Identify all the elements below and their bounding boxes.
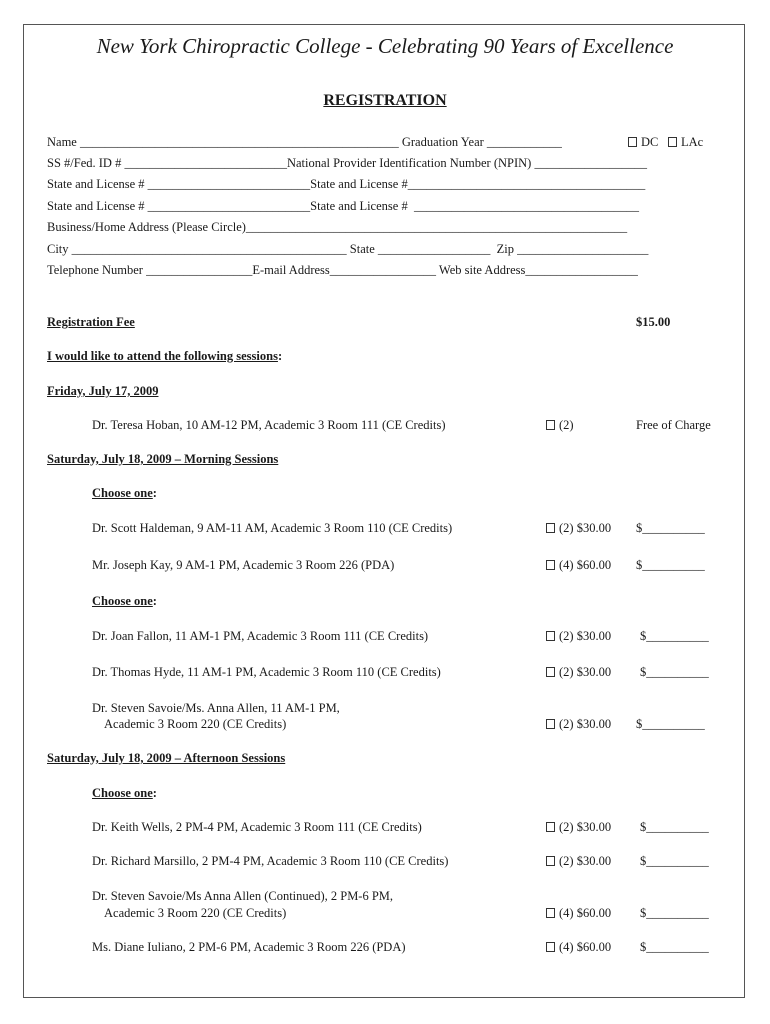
amount-blank[interactable]: $__________ [636, 558, 705, 572]
session-fallon-checkbox[interactable] [546, 629, 611, 644]
amount-blank[interactable]: $__________ [640, 940, 709, 954]
college-title: New York Chiropractic College - Celebrating 90 Years of Excellence [96, 34, 674, 58]
dc-checkbox[interactable] [628, 135, 658, 150]
credits: (2) $30.00 [559, 854, 612, 868]
session-hoban-checkbox[interactable] [546, 418, 574, 433]
session-fallon: Dr. Joan Fallon, 11 AM-1 PM, Academic 3 Room 111 (CE Credits) [92, 629, 429, 643]
session-wells: Dr. Keith Wells, 2 PM-4 PM, Academic 3 Room 111 (CE Credits) [92, 820, 422, 834]
session-savoie-allen-continued: Dr. Steven Savoie/Ms Anna Allen (Continued), 2 PM-6 PM, [92, 889, 394, 903]
session-hyde: Dr. Thomas Hyde, 11 AM-1 PM, Academic 3 Room 110 (CE Credits) [92, 665, 441, 679]
registration-fee-label: Registration Fee [47, 315, 135, 329]
checkbox-icon[interactable] [546, 942, 555, 952]
choose-one-text: Choose one [92, 486, 153, 500]
lac-checkbox[interactable] [668, 135, 703, 150]
session-kay: Mr. Joseph Kay, 9 AM-1 PM, Academic 3 Room 226 (PDA) [92, 558, 395, 572]
ss-field[interactable]: SS #/Fed. ID # __________________________National Provider Identification Number (NPIN) __________________ [47, 156, 647, 170]
checkbox-icon[interactable] [546, 523, 555, 533]
amount-blank[interactable]: $__________ [640, 665, 709, 679]
address-field[interactable]: Business/Home Address (Please Circle)_____________________________________________________________ [47, 220, 628, 234]
saturday-morning-heading: Saturday, July 18, 2009 – Morning Sessions [47, 452, 279, 466]
amount-blank[interactable]: $__________ [640, 854, 709, 868]
amount-blank[interactable]: $__________ [640, 906, 709, 920]
colon: : [152, 594, 157, 608]
sessions-intro [47, 349, 282, 364]
lac-label: LAc [681, 135, 704, 149]
sessions-intro-text: I would like to attend the following sessions [47, 349, 278, 363]
session-savoie-allen-checkbox[interactable] [546, 717, 611, 732]
amount-blank[interactable]: $__________ [640, 820, 709, 834]
choose-one-1 [92, 486, 157, 501]
session-kay-checkbox[interactable] [546, 558, 611, 573]
colon: : [152, 786, 157, 800]
checkbox-icon[interactable] [546, 908, 555, 918]
sessions-intro-colon: : [277, 349, 283, 363]
checkbox-icon[interactable] [668, 137, 677, 147]
credits: (4) $60.00 [559, 906, 612, 920]
choose-one-text: Choose one [92, 786, 153, 800]
credits: (2) $30.00 [559, 629, 612, 643]
city-state-zip-field[interactable]: City ____________________________________________ State __________________ Zip _____________________ [47, 242, 649, 256]
form-title: REGISTRATION [323, 92, 447, 109]
credits: (2) $30.00 [559, 665, 612, 679]
session-savoie-allen-room: Academic 3 Room 220 (CE Credits) [104, 717, 287, 731]
checkbox-icon[interactable] [546, 856, 555, 866]
credits: (4) $60.00 [559, 940, 612, 954]
checkbox-icon[interactable] [546, 667, 555, 677]
session-savoie-allen: Dr. Steven Savoie/Ms. Anna Allen, 11 AM-1 PM, [92, 701, 340, 715]
state-license-field-1[interactable]: State and License # __________________________State and License #______________________________________ [47, 177, 646, 191]
choose-one-text: Choose one [92, 594, 153, 608]
session-savoie-allen-continued-room: Academic 3 Room 220 (CE Credits) [104, 906, 287, 920]
colon: : [152, 486, 157, 500]
session-savoie-allen-continued-checkbox[interactable] [546, 906, 611, 921]
amount-blank[interactable]: $__________ [636, 521, 705, 535]
credits: (2) $30.00 [559, 521, 612, 535]
session-iuliano: Ms. Diane Iuliano, 2 PM-6 PM, Academic 3 Room 226 (PDA) [92, 940, 406, 954]
dc-label: DC [641, 135, 659, 149]
session-wells-checkbox[interactable] [546, 820, 611, 835]
session-marsillo: Dr. Richard Marsillo, 2 PM-4 PM, Academic 3 Room 110 (CE Credits) [92, 854, 449, 868]
choose-one-2 [92, 594, 157, 609]
state-license-field-2[interactable]: State and License # __________________________State and License # ____________________________________ [47, 199, 639, 213]
credits: (2) [559, 418, 574, 432]
checkbox-icon[interactable] [546, 719, 555, 729]
checkbox-icon[interactable] [546, 631, 555, 641]
friday-heading: Friday, July 17, 2009 [47, 384, 159, 398]
registration-fee-amount: $15.00 [636, 315, 671, 329]
credits: (4) $60.00 [559, 558, 612, 572]
session-marsillo-checkbox[interactable] [546, 854, 611, 869]
checkbox-icon[interactable] [546, 822, 555, 832]
choose-one-3 [92, 786, 157, 801]
saturday-afternoon-heading: Saturday, July 18, 2009 – Afternoon Sessions [47, 751, 286, 765]
checkbox-icon[interactable] [628, 137, 637, 147]
checkbox-icon[interactable] [546, 420, 555, 430]
credits: (2) $30.00 [559, 820, 612, 834]
credits: (2) $30.00 [559, 717, 612, 731]
contact-field[interactable]: Telephone Number _________________E-mail Address_________________ Web site Address__________________ [47, 263, 638, 277]
session-iuliano-checkbox[interactable] [546, 940, 611, 955]
amount-blank[interactable]: $__________ [640, 629, 709, 643]
price-free: Free of Charge [636, 418, 711, 432]
name-field[interactable]: Name ___________________________________________________ Graduation Year ____________ [47, 135, 562, 149]
session-hyde-checkbox[interactable] [546, 665, 611, 680]
amount-blank[interactable]: $__________ [636, 717, 705, 731]
session-haldeman: Dr. Scott Haldeman, 9 AM-11 AM, Academic 3 Room 110 (CE Credits) [92, 521, 453, 535]
session-hoban: Dr. Teresa Hoban, 10 AM-12 PM, Academic 3 Room 111 (CE Credits) [92, 418, 446, 432]
checkbox-icon[interactable] [546, 560, 555, 570]
session-haldeman-checkbox[interactable] [546, 521, 611, 536]
